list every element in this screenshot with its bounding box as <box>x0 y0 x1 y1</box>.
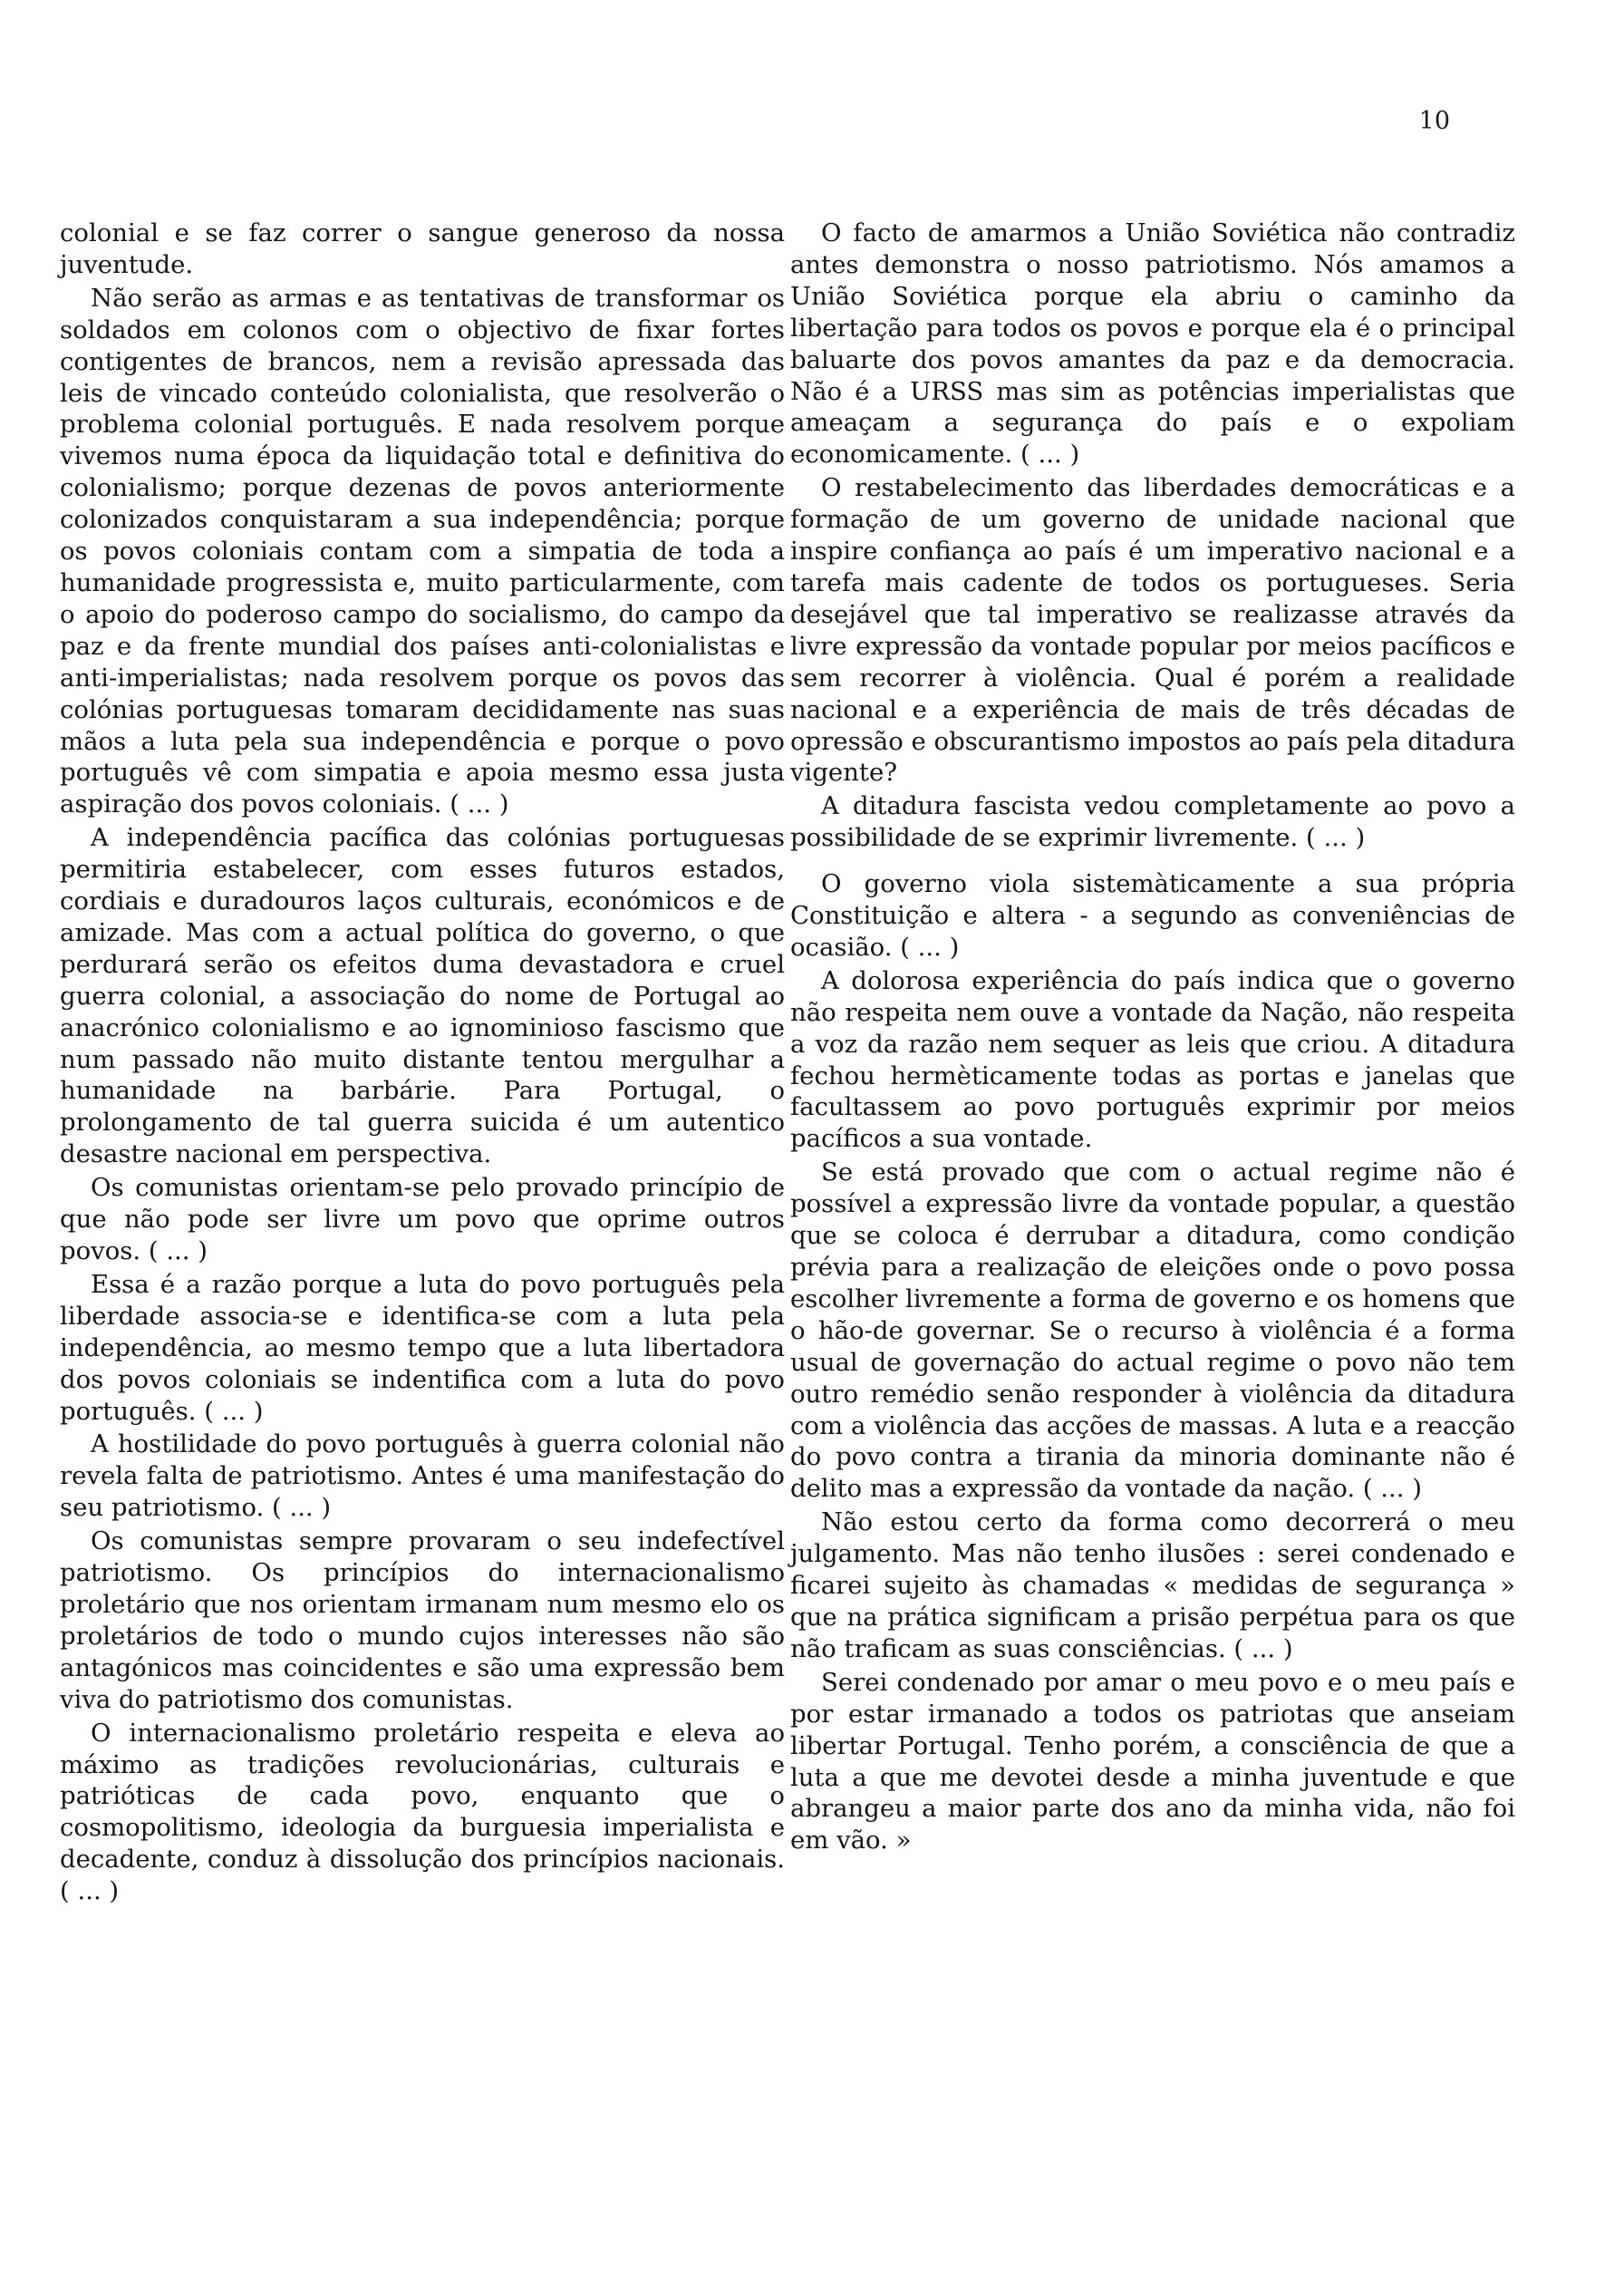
paragraph: Essa é a razão porque a luta do povo português pela liberdade associa-se e identifica-se com a luta pela independência, ao mesmo tempo que a luta libertadora dos povos coloniais se indentifica com a luta do povo português. ( ... ) <box>60 1269 785 1426</box>
page-number: 10 <box>1418 107 1450 135</box>
paragraph: O governo viola sistemàticamente a sua própria Constituição e altera - a segundo as conveniências de ocasião. ( ... ) <box>790 869 1515 962</box>
paragraph: Não estou certo da forma como decorrerá o meu julgamento. Mas não tenho ilusões : serei condenado e ficarei sujeito às chamadas « medidas de segurança » que na prática significam a prisão perpétua para os que não traficam as suas consciências. ( ... ) <box>790 1507 1515 1663</box>
paragraph: O restabelecimento das liberdades democráticas e a formação de um governo de unidade nacional que inspire confiança ao país é um imperativo nacional e a tarefa mais cadente de todos os portugueses. Seria desejável que tal imperativo se realizasse através da livre expressão da vontade popular por meios pacíficos e sem recorrer à violência. Qual é porém a realidade nacional e a experiência de mais de três décadas de opressão e obscurantismo impostos ao país pela ditadura vigente? <box>790 473 1515 788</box>
paragraph: Os comunistas orientam-se pelo provado princípio de que não pode ser livre um povo que oprime outros povos. ( ... ) <box>60 1173 785 1265</box>
paragraph: Se está provado que com o actual regime não é possível a expressão livre da vontade popular, a questão que se coloca é derrubar a ditadura, como condição prévia para a realização de eleições onde o povo possa escolher livremente a forma de governo e os homens que o hão-de governar. Se o recurso à violência é a forma usual de governação do actual regime o povo não tem outro remédio senão responder à violência da ditadura com a violência das acções de massas. A luta e a reacção do povo contra a tirania da minoria dominante não é delito mas a expressão da vontade da nação. ( ... ) <box>790 1158 1515 1504</box>
right-column <box>790 218 1515 1858</box>
paragraph: Serei condenado por amar o meu povo e o meu país e por estar irmanado a todos os patriotas que anseiam libertar Portugal. Tenho porém, a consciência de que a luta a que me devotei desde a minha juventude e que abrangeu a maior parte dos ano da minha vida, não foi em vão. » <box>790 1667 1515 1856</box>
left-column <box>60 218 785 1909</box>
paragraph: A ditadura fascista vedou completamente ao povo a possibilidade de se exprimir livremente. ( ... ) <box>790 791 1515 853</box>
paragraph: O facto de amarmos a União Soviética não contradiz antes demonstra o nosso patriotismo. Nós amamos a União Soviética porque ela abriu o caminho da libertação para todos os povos e porque ela é o principal baluarte dos povos amantes da paz e da democracia. Não é a URSS mas sim as potências imperialistas que ameaçam a segurança do país e o expoliam economicamente. ( ... ) <box>790 218 1515 470</box>
paragraph: A hostilidade do povo português à guerra colonial não revela falta de patriotismo. Antes é uma manifestação do seu patriotismo. ( ... ) <box>60 1429 785 1523</box>
paragraph: Não serão as armas e as tentativas de transformar os soldados em colonos com o objectivo de fixar fortes contigentes de brancos, nem a revisão apressada das leis de vincado conteúdo colonialista, que resolverão o problema colonial português. E nada resolvem porque vivemos numa época da liquidação total e definitiva do colonialismo; porque dezenas de povos anteriormente colonizados conquistaram a sua independência; porque os povos coloniais contam com a simpatia de toda a humanidade progressista e, muito particularmente, com o apoio do poderoso campo do socialismo, do campo da paz e da frente mundial dos países anti-colonialistas e anti-imperialistas; nada resolvem porque os povos das colónias portuguesas tomaram decididamente nas suas mãos a luta pela sua independência e porque o povo português vê com simpatia e apoia mesmo essa justa aspiração dos povos coloniais. ( ... ) <box>60 283 785 819</box>
paragraph: colonial e se faz correr o sangue generoso da nossa juventude. <box>60 218 785 279</box>
paragraph: A independência pacífica das colónias portuguesas permitiria estabelecer, com esses futuros estados, cordiais e duradouros laços culturais, económicos e de amizade. Mas com a actual política do governo, o que perdurará serão os efeitos duma devastadora e cruel guerra colonial, a associação do nome de Portugal ao anacrónico colonialismo e ao ignominioso fascismo que num passado não muito distante tentou mergulhar a humanidade na barbárie. Para Portugal, o prolongamento de tal guerra suicida é um autentico desastre nacional em perspectiva. <box>60 823 785 1169</box>
paragraph: Os comunistas sempre provaram o seu indefectível patriotismo. Os princípios do internacionalismo proletário que nos orientam irmanam num mesmo elo os proletários de todo o mundo cujos interesses não são antagónicos mas coincidentes e são uma expressão bem viva do patriotismo dos comunistas. <box>60 1526 785 1714</box>
paragraph: O internacionalismo proletário respeita e eleva ao máximo as tradições revolucionárias, culturais e patrióticas de cada povo, enquanto que o cosmopolitismo, ideologia da burguesia imperialista e decadente, conduz à dissolução dos princípios nacionais. ( ... ) <box>60 1718 785 1906</box>
paragraph: A dolorosa experiência do país indica que o governo não respeita nem ouve a vontade da Nação, não respeita a voz da razão nem sequer as leis que criou. A ditadura fechou hermèticamente todas as portas e janelas que facultassem ao povo português exprimir por meios pacíficos a sua vontade. <box>790 965 1515 1154</box>
